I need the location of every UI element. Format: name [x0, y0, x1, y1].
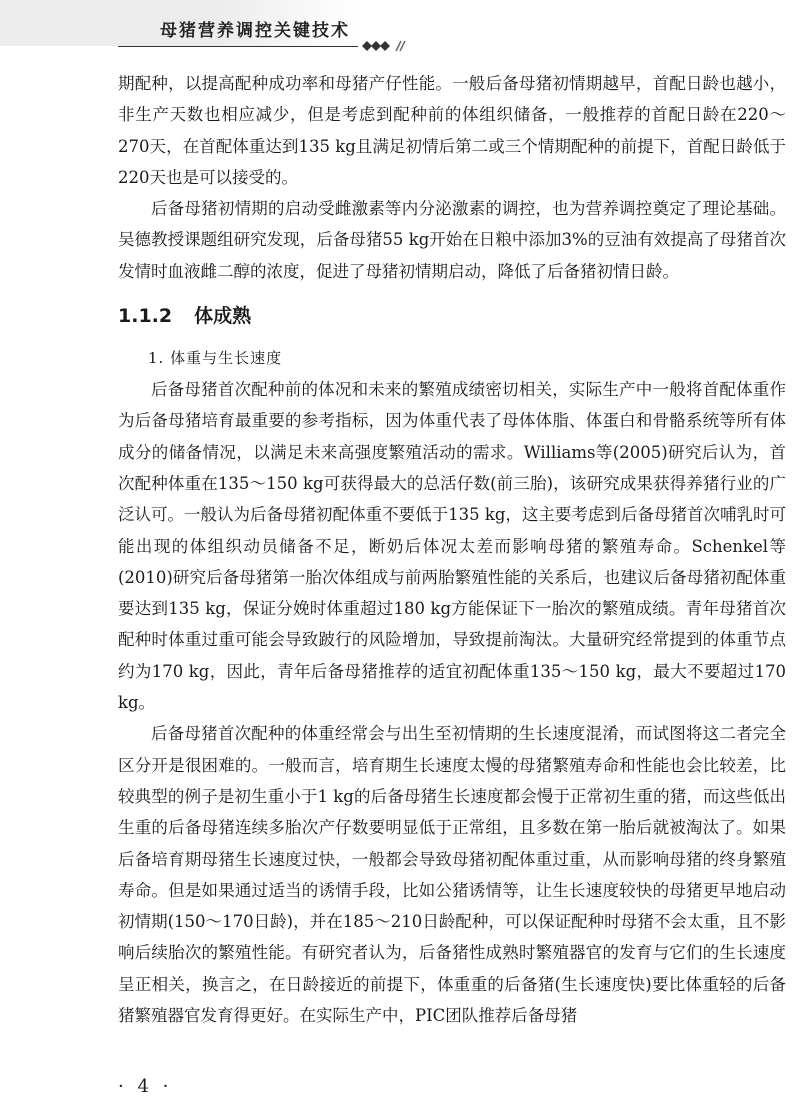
- section-title: 体成熟: [194, 305, 252, 328]
- paragraph-continued: 期配种，以提高配种成功率和母猪产仔性能。一般后备母猪初情期越早，首配日龄也越小，非生产天数也相应减少，但是考虑到配种前的体组织储备，一般推荐的首配日龄在220～270天，在首配体重达到135 kg且满足初情后第二或三个情期配种的前提下，首配日龄低于220天也是可以接受的。: [118, 74, 786, 187]
- running-title: 母猪营养调控关键技术: [160, 21, 350, 41]
- page-number: · 4 ·: [118, 1076, 173, 1097]
- subsection-heading: 1. 体重与生长速度: [148, 349, 283, 368]
- body-text: [118, 68, 786, 1031]
- paragraph: 后备母猪首次配种的体重经常会与出生至初情期的生长速度混淆，而试图将这二者完全区分开是很困难的。一般而言，培育期生长速度太慢的母猪繁殖寿命和性能也会比较差，比较典型的例子是初生重小于1 kg的后备母猪生长速度都会慢于正常初生重的猪，而这些低出生重的后备母猪连续多胎次产仔数要明显低于正常组，且多数在第一胎后就被淘汰了。如果后备培育期母猪生长速度过快，一般都会导致母猪初配体重过重，从而影响母猪的终身繁殖寿命。但是如果通过适当的诱情手段，比如公猪诱情等，让生长速度较快的母猪更早地启动初情期(150～170日龄)，并在185～210日龄配种，可以保证配种时母猪不会太重，且不影响后续胎次的繁殖性能。有研究者认为，后备猪性成熟时繁殖器官的发育与它们的生长速度呈正相关，换言之，在日龄接近的前提下，体重重的后备猪(生长速度快)要比体重轻的后备猪繁殖器官发育得更好。在实际生产中，PIC团队推荐后备母猪: [118, 724, 786, 1026]
- section-number: 1.1.2: [118, 305, 173, 328]
- header-rule: [118, 46, 358, 47]
- page-header: [0, 0, 800, 58]
- header-ornament-icon: [356, 36, 416, 56]
- paragraph: 后备母猪首次配种前的体况和未来的繁殖成绩密切相关，实际生产中一般将首配体重作为后备母猪培育最重要的参考指标，因为体重代表了母体体脂、体蛋白和骨骼系统等所有体成分的储备情况，以满足未来高强度繁殖活动的需求。Williams等(2005)研究后认为，首次配种体重在135～150 kg可获得最大的总活仔数(前三胎)，该研究成果获得养猪行业的广泛认可。一般认为后备母猪初配体重不要低于135 kg，这主要考虑到后备母猪首次哺乳时可能出现的体组织动员储备不足，断奶后体况太差而影响母猪的繁殖寿命。Schenkel等(2010)研究后备母猪第一胎次体组成与前两胎繁殖性能的关系后，也建议后备母猪初配体重要达到135 kg，保证分娩时体重超过180 kg方能保证下一胎次的繁殖成绩。青年母猪首次配种时体重过重可能会导致跛行的风险增加，导致提前淘汰。大量研究经常提到的体重节点约为170 kg，因此，青年后备母猪推荐的适宜初配体重135～150 kg，最大不要超过170 kg。: [118, 380, 786, 713]
- paragraph: 后备母猪初情期的启动受雌激素等内分泌激素的调控，也为营养调控奠定了理论基础。吴德教授课题组研究发现，后备母猪55 kg开始在日粮中添加3%的豆油有效提高了母猪首次发情时血液雌二醇的浓度，促进了母猪初情期启动，降低了后备猪初情日龄。: [118, 199, 786, 281]
- section-heading: [118, 299, 786, 333]
